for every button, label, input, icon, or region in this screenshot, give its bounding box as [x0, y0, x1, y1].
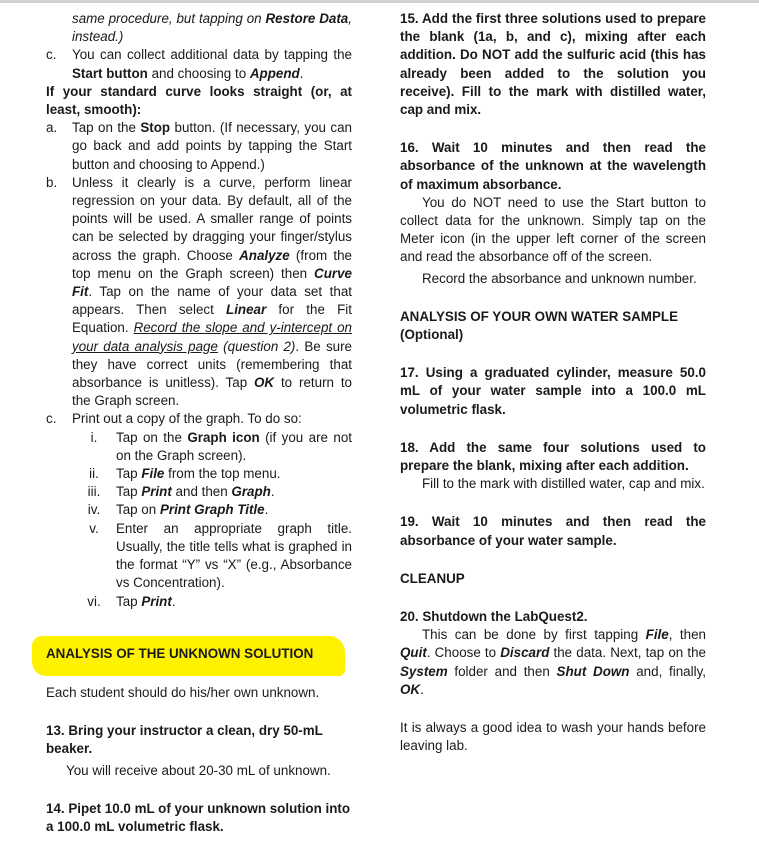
step-13: 13. Bring your instructor a clean, dry 50-mL beaker. [46, 723, 323, 757]
list-item-c-print: c. Print out a copy of the graph. To do so: [46, 411, 302, 427]
roman-item-vi: vi. Tap Print. [87, 593, 176, 609]
step-18: 18. Add the same four solutions used to prepare the blank, mixing after each addition. [400, 439, 706, 474]
page-top-border [0, 0, 759, 3]
step-19: 19. Wait 10 minutes and then read the absorbance of your water sample. [400, 514, 706, 548]
roman-item-v: v. Enter an appropriate graph title. Usually, the title tells what is graphed in the format “Y” vs “X” (e.g., Absorbance vs Concentration). [89, 520, 352, 591]
list-item-c: c. You can collect additional data by tapping the Start button and choosing to Append. [46, 47, 352, 81]
roman-item-ii: ii. Tap File from the top menu. [89, 466, 281, 482]
step-15: 15. Add the first three solutions used to prepare the blank (1a, b, and c), mixing after each addition. Do NOT add the sulfuric acid (this has already been added to the solution you receive). Fill to the mark with distilled water, cap and mix. [400, 11, 706, 118]
own-water-heading: ANALYSIS OF YOUR OWN WATER SAMPLE (Optional) [400, 308, 678, 343]
right-column [400, 10, 706, 756]
each-student-note: Each student should do his/her own unknown. [46, 685, 320, 700]
step-20: 20. Shutdown the LabQuest2. [400, 609, 588, 625]
step-16: 16. Wait 10 minutes and then read the absorbance of the unknown at the wavelength of maximum absorbance. [400, 140, 706, 192]
list-item-a: a. Tap on the Stop button. (If necessary, you can go back and add points by tapping the Start button and choosing to Append.) [46, 120, 352, 172]
step-16-note: You do NOT need to use the Start button to collect data for the unknown. Simply tap on the Meter icon (in the upper left corner of the screen and read the absorbance off of the screen. [400, 194, 706, 265]
unknown-solution-heading: ANALYSIS OF THE UNKNOWN SOLUTION [46, 646, 314, 661]
cleanup-heading: CLEANUP [400, 570, 465, 586]
step-17: 17. Using a graduated cylinder, measure 50.0 mL of your water sample into a 100.0 mL volumetric flask. [400, 365, 706, 417]
step-14: 14. Pipet 10.0 mL of your unknown solution into a 100.0 mL volumetric flask. [46, 800, 351, 835]
step-13-note: You will receive about 20-30 mL of unknown. [66, 762, 331, 778]
straight-curve-heading: If your standard curve looks straight (or, at least, smooth): [46, 83, 352, 118]
step-20-note: This can be done by first tapping File, then Quit. Choose to Discard the data. Next, tap on the System folder and then Shut Down and, finally, OK. [400, 627, 706, 697]
wash-hands-note: It is always a good idea to wash your hands before leaving lab. [400, 720, 706, 754]
step-16-record-note: Record the absorbance and unknown number. [422, 270, 697, 286]
list-item-b: b. Unless it clearly is a curve, perform linear regression on your data. By default, all of the points will be used. A smaller range of points can be selected by dragging your finger/stylus across the graph. Choose Analyze (from the top menu on the Graph screen) then Curve Fit. Tap on the name of your data set that appears. Then select Linear for the Fit Equation. Record the slope and y-intercept on your data analysis page (question 2). Be sure they have correct units (remembering that absorbance is unitless). Tap OK to return to the Graph screen. [46, 174, 353, 409]
roman-item-iv: iv. Tap on Print Graph Title. [87, 502, 269, 518]
continued-instruction: same procedure, but tapping on Restore Data, instead.) [72, 11, 352, 45]
left-column [46, 10, 352, 611]
roman-item-iii: iii. Tap Print and then Graph. [87, 484, 275, 500]
left-column-lower [46, 684, 352, 836]
roman-item-i: i. Tap on the Graph icon (if you are not on the Graph screen). [90, 429, 353, 463]
step-18-note: Fill to the mark with distilled water, cap and mix. [422, 476, 705, 492]
